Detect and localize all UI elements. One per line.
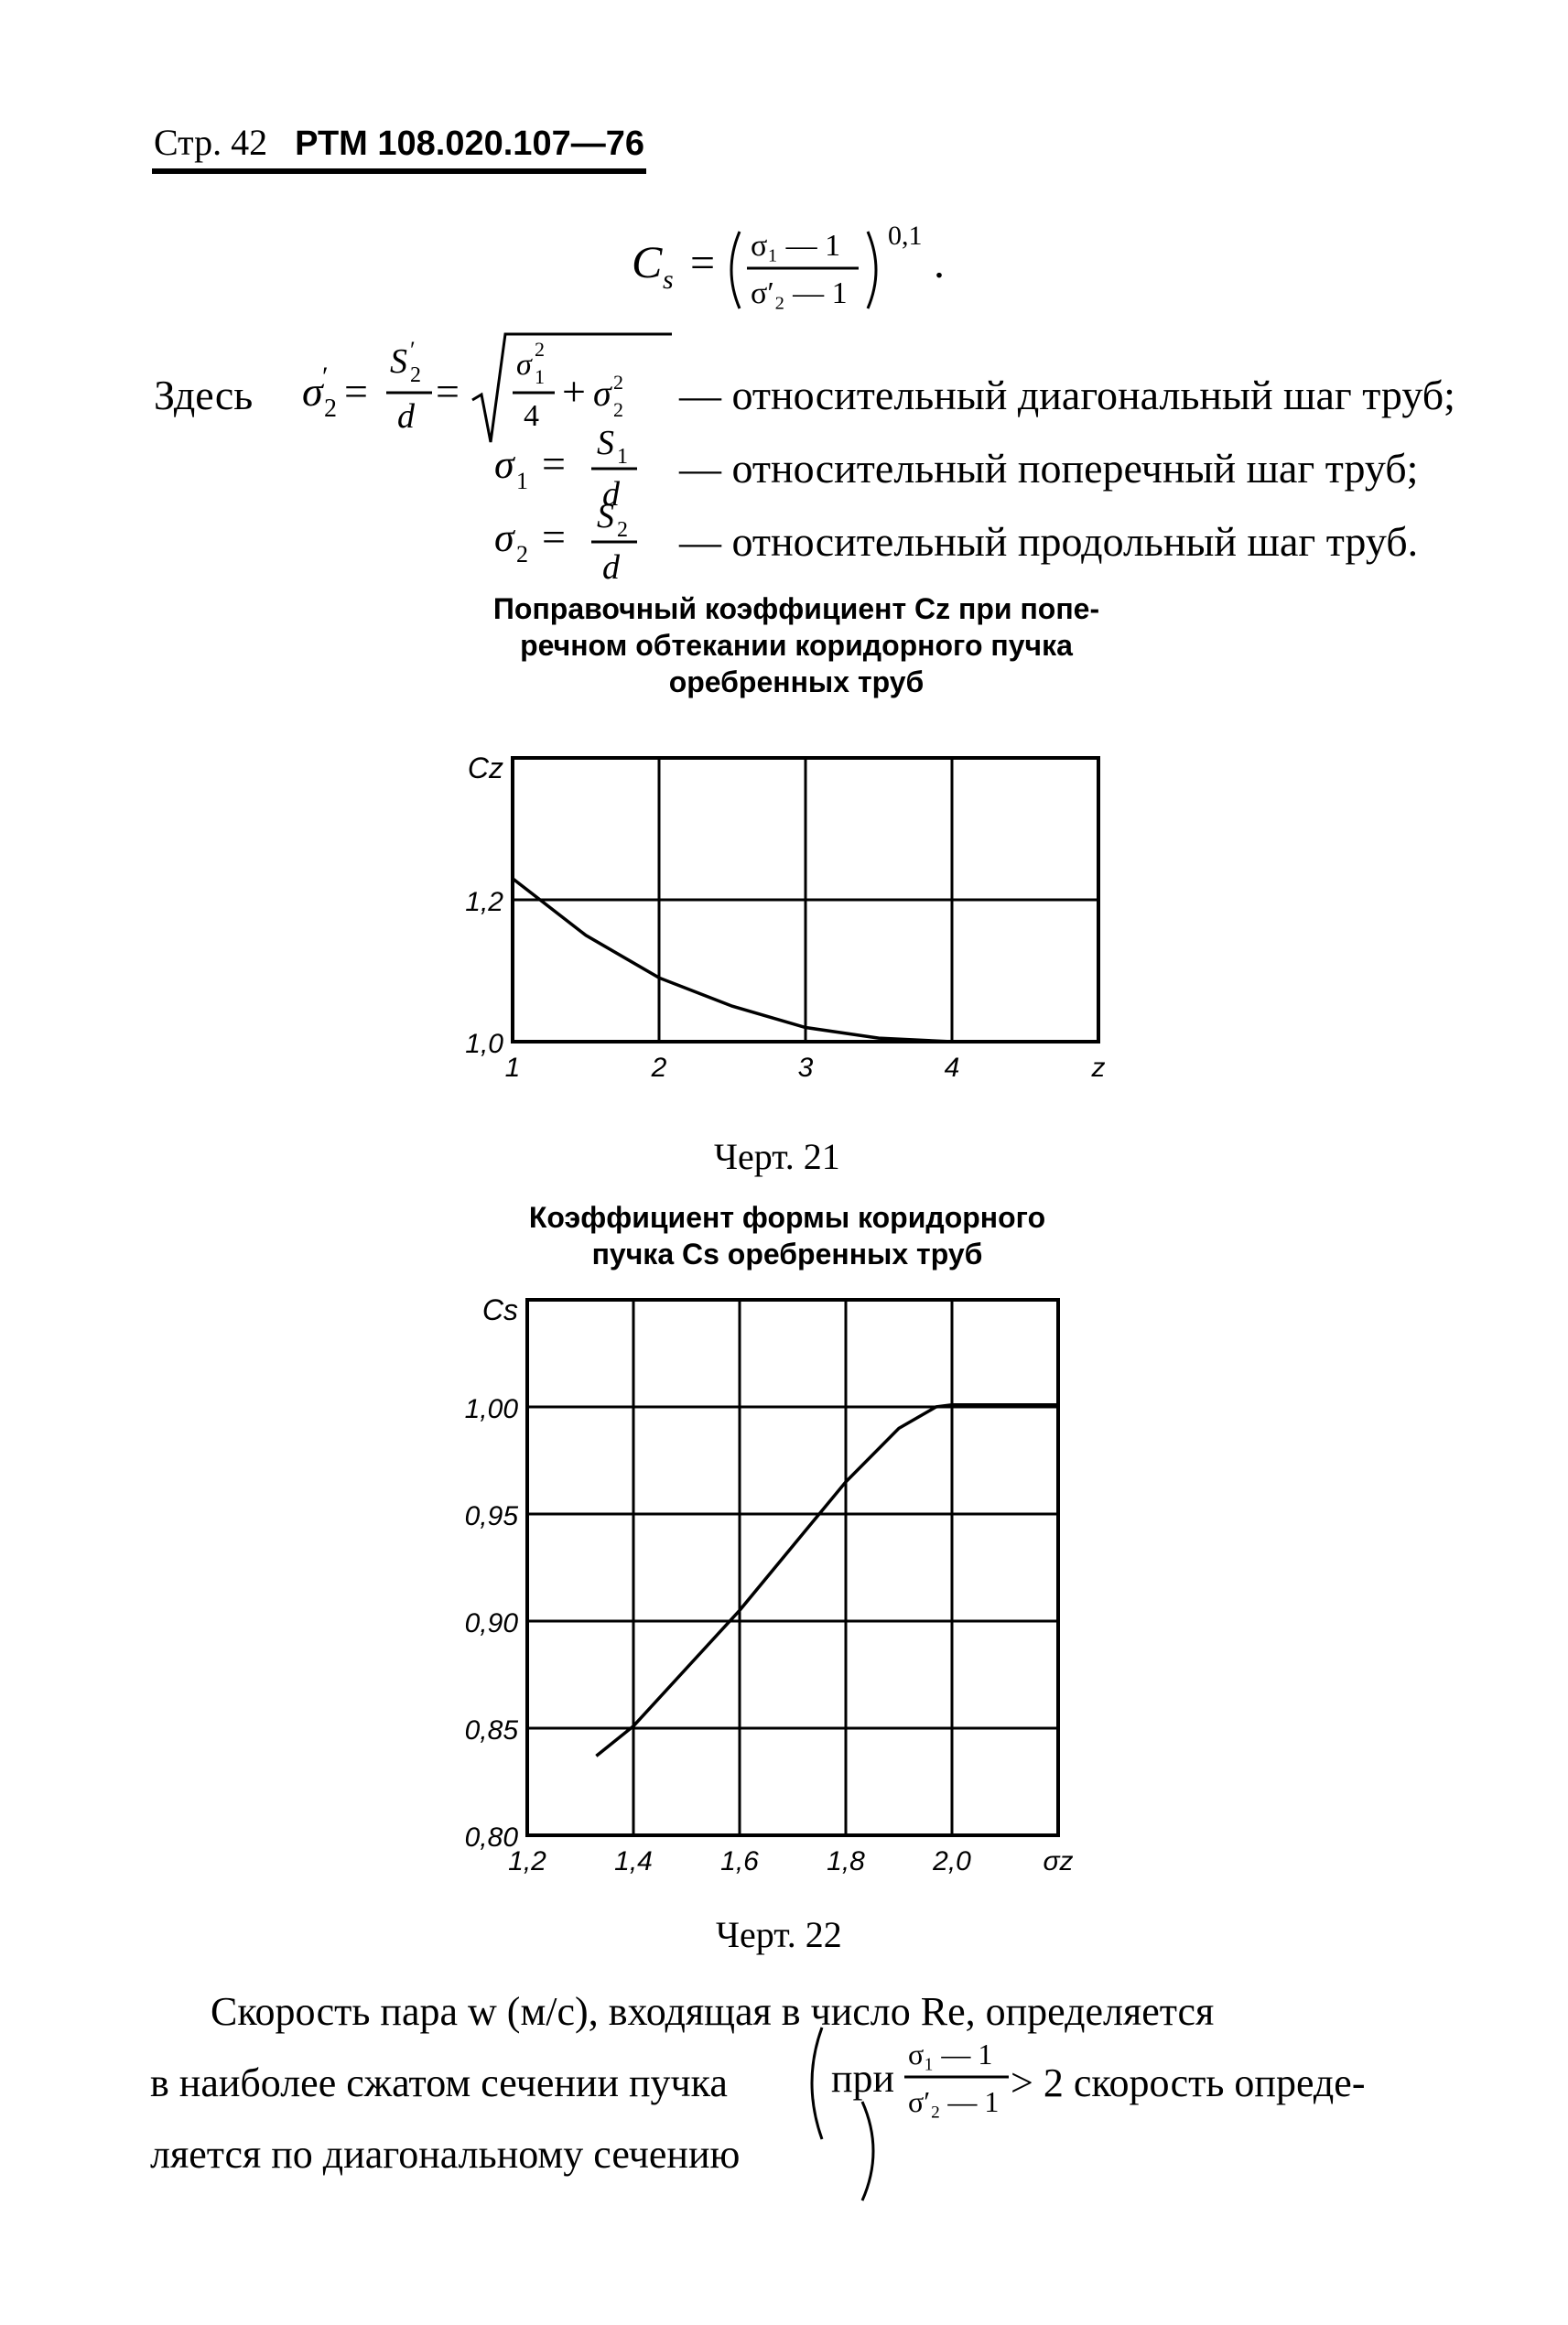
paragraph-line-2a: в наиболее сжатом сечении пучка bbox=[150, 2060, 728, 2105]
figure21-caption-line: речном обтекании коридорного пучка bbox=[520, 629, 1073, 662]
svg-text:d: d bbox=[397, 397, 415, 436]
x-tick-label: 4 bbox=[944, 1053, 960, 1083]
x-tick-label: 2,0 bbox=[933, 1846, 971, 1876]
x-tick-label: 1,8 bbox=[827, 1846, 865, 1876]
document-code: РТМ 108.020.107—76 bbox=[295, 124, 644, 163]
formula-cs bbox=[622, 215, 970, 325]
svg-text:S: S bbox=[597, 497, 614, 535]
svg-text:σ: σ bbox=[516, 348, 532, 382]
svg-text:=: = bbox=[542, 440, 566, 487]
x-tick-label: 1,6 bbox=[720, 1846, 759, 1876]
x-tick-label: z bbox=[1091, 1053, 1106, 1083]
paragraph-line-3: ляется по диагональному сечению bbox=[150, 2132, 741, 2177]
definition-3-formula bbox=[494, 494, 687, 595]
series-line bbox=[596, 1405, 1058, 1757]
paragraph-frac-den: σ′₂ — 1 bbox=[908, 2085, 1000, 2118]
svg-text:2: 2 bbox=[617, 518, 628, 542]
paragraph-line-2c: > 2 скорость опреде- bbox=[1011, 2060, 1366, 2105]
svg-text:2: 2 bbox=[410, 363, 421, 387]
formula-denominator: σ′₂ — 1 bbox=[751, 276, 848, 310]
definition-1-lead: Здесь bbox=[154, 372, 254, 418]
definition-2-text: — относительный поперечный шаг труб; bbox=[679, 445, 1419, 492]
formula-exponent: 0,1 bbox=[888, 221, 923, 251]
figure22-label: Черт. 22 bbox=[716, 1914, 842, 1955]
svg-text:4: 4 bbox=[524, 399, 539, 433]
svg-text:=: = bbox=[436, 368, 460, 415]
chart-cs bbox=[439, 1291, 1135, 1913]
svg-text:2: 2 bbox=[535, 338, 545, 361]
svg-text:=: = bbox=[542, 514, 566, 560]
figure21-label: Черт. 21 bbox=[714, 1136, 840, 1177]
figure22-caption-line: пучка Cs оребренных труб bbox=[591, 1238, 983, 1271]
paragraph-close-paren bbox=[857, 2096, 893, 2206]
paragraph-line-1: Скорость пара w (м/с), входящая в число Re, определяется bbox=[211, 1989, 1215, 2034]
svg-text:=: = bbox=[344, 368, 368, 415]
svg-text:=: = bbox=[690, 239, 716, 287]
y-axis-label: Cs bbox=[481, 1293, 518, 1326]
svg-text:1: 1 bbox=[516, 468, 528, 494]
paragraph-fraction bbox=[806, 2018, 1044, 2147]
svg-text:+: + bbox=[562, 368, 586, 415]
definition-1-text: — относительный диагональный шаг труб; bbox=[679, 372, 1455, 418]
y-tick-label: 0,95 bbox=[464, 1501, 518, 1531]
series-line bbox=[513, 879, 952, 1042]
y-tick-label: 0,90 bbox=[464, 1608, 518, 1638]
formula-lhs: C bbox=[632, 236, 663, 287]
x-tick-label: σz bbox=[1043, 1846, 1074, 1876]
svg-text:2: 2 bbox=[613, 371, 623, 394]
y-tick-label: 0,85 bbox=[464, 1715, 518, 1746]
svg-text:1: 1 bbox=[535, 365, 545, 388]
svg-text:1: 1 bbox=[617, 445, 628, 469]
chart-cz bbox=[439, 751, 1135, 1098]
y-axis-label: Cz bbox=[467, 752, 503, 784]
x-tick-label: 1 bbox=[504, 1053, 521, 1083]
svg-text:2: 2 bbox=[613, 398, 623, 421]
y-tick-label: 1,2 bbox=[465, 887, 503, 917]
svg-text:σ: σ bbox=[494, 442, 514, 487]
x-tick-label: 1,2 bbox=[508, 1846, 546, 1876]
svg-text:2: 2 bbox=[516, 541, 528, 568]
svg-text:d: d bbox=[602, 475, 620, 514]
figure21-caption-line: оребренных труб bbox=[668, 665, 925, 698]
svg-text:′: ′ bbox=[322, 362, 329, 392]
svg-text:S: S bbox=[390, 342, 407, 381]
formula-lhs-sub: s bbox=[663, 265, 674, 295]
figure22-caption bbox=[458, 1199, 1117, 1272]
x-tick-label: 1,4 bbox=[614, 1846, 653, 1876]
y-tick-label: 1,0 bbox=[465, 1029, 503, 1059]
svg-text:σ: σ bbox=[593, 373, 611, 414]
header-rule bbox=[152, 168, 646, 174]
svg-text:′: ′ bbox=[410, 337, 416, 363]
definition-3-text: — относительный продольный шаг труб. bbox=[679, 518, 1419, 565]
svg-text:d: d bbox=[602, 548, 620, 587]
y-tick-label: 0,80 bbox=[464, 1822, 518, 1853]
svg-text:S: S bbox=[597, 424, 614, 462]
formula-numerator: σ₁ — 1 bbox=[751, 229, 841, 263]
svg-text:σ: σ bbox=[302, 368, 323, 415]
paragraph-pri: при bbox=[831, 2056, 895, 2101]
svg-text:.: . bbox=[934, 239, 945, 287]
svg-text:2: 2 bbox=[324, 395, 337, 423]
page-number: Стр. 42 bbox=[154, 122, 268, 163]
paragraph-frac-num: σ₁ — 1 bbox=[908, 2038, 993, 2071]
plot-frame bbox=[527, 1300, 1058, 1835]
figure21-caption-line: Поправочный коэффициент Cz при попе- bbox=[492, 592, 1100, 625]
figure21-caption bbox=[439, 590, 1153, 700]
page-header bbox=[154, 121, 644, 164]
y-tick-label: 1,00 bbox=[464, 1394, 518, 1424]
x-tick-label: 3 bbox=[797, 1053, 814, 1083]
x-tick-label: 2 bbox=[651, 1053, 667, 1083]
figure22-caption-line: Коэффициент формы коридорного bbox=[528, 1201, 1046, 1234]
svg-text:σ: σ bbox=[494, 515, 514, 560]
